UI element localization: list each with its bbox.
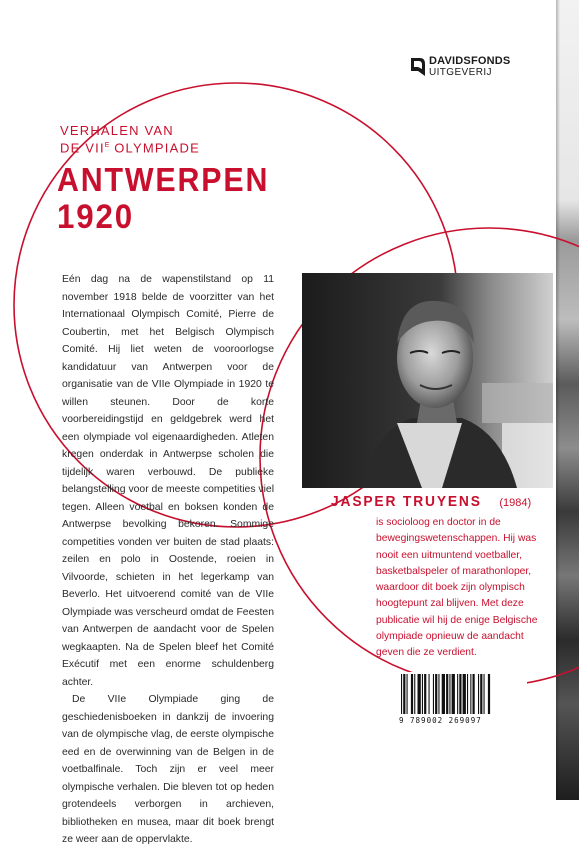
kicker-line-2-pre: DE VII (60, 140, 105, 156)
kicker-superscript: E (104, 142, 110, 149)
publisher-name: DAVIDSFONDS (429, 55, 511, 67)
series-kicker (60, 123, 200, 155)
book-title-line-2: 1920 (57, 198, 134, 236)
book-title-line-1: ANTWERPEN (57, 161, 270, 198)
bio-line: basketbalspeler of marathonloper, (376, 565, 532, 577)
author-portrait-image (302, 273, 553, 488)
bio-line: nooit een uitmuntend voetballer, (376, 549, 522, 561)
publisher-logo (410, 55, 520, 81)
author-heading (331, 493, 531, 511)
barcode-bars (397, 672, 527, 716)
author-photo (302, 273, 553, 488)
bio-line: hoogtepunt zal blijven. Met deze (376, 598, 524, 610)
kicker-line-2-post: OLYMPIADE (109, 140, 200, 156)
bio-line: is socioloog en doctor in de (376, 517, 501, 528)
isbn-number: 9 789002 269097 (399, 716, 482, 725)
kicker-line-2 (60, 138, 200, 155)
author-birth-year: (1984) (499, 497, 532, 509)
bio-line: bewegingswetenschappen. Hij was (376, 533, 537, 545)
author-name: JASPER TRUYENS (331, 493, 482, 510)
cover-photo-strip (556, 0, 579, 800)
publisher-logo-mark-icon (410, 57, 426, 77)
bio-line: geven die ze verdient. (376, 647, 477, 659)
kicker-line-1: VERHALEN VAN (60, 123, 174, 138)
publisher-subname: UITGEVERIJ (429, 67, 492, 78)
blurb-paragraph-2: De VIIe Olympiade ging de geschiedenisboeken in dankzij de invoering van de olympische vlag, de eerste olympische eed en de overwinning van de Belgen in de voetbalfinale. Toch zijn er veel meer olympische verhalen. Die bleven tot op heden grotendeels verborgen in archieven, bibliotheken en musea, maar dit boek brengt ze weer aan de oppervlakte. (62, 694, 274, 845)
author-bio (376, 515, 566, 662)
bio-line: waardoor dit boek zijn olympisch (376, 582, 525, 594)
isbn-barcode (397, 672, 527, 729)
bio-line: publicatie wil hij de enige Belgische (376, 614, 538, 626)
blurb-paragraph-1: Eén dag na de wapenstilstand op 11 november 1918 belde de voorzitter van het Internationaal Olympisch Comité, Pierre de Coubertin, met het Belgisch Olympisch Comité. Hij liet weten de vooroorlogse kandidatuur van Antwerpen voor de organisatie van de VIIe Olympiade in 1920 te willen steunen. Door de korte voorbereidingstijd en geldgebrek werd het een olympiade vol eigenaardigheden. Atleten kregen onderdak in Antwerpse scholen die tijdelijk waren verbouwd. De publieke belangstelling voor de meeste competities viel tegen. Alleen voetbal en boksen konden de Antwerpse bevolking bekoren. Sommige competities vonden ver buiten de stad plaats: zeilen en polo in Oostende, roeien in Vilvoorde, schieten in het legerkamp van Beverlo. Het uitvoerend comité van de VIIe Olympiade was verscheurd omdat de Feesten van Antwerpen de aandacht voor de Spelen wegkaapten. Na de Spelen bleef het Comité Exécutif met een enorme schuldenberg achter. (62, 274, 274, 688)
blurb-text (62, 271, 274, 849)
bio-line: olympiade opnieuw de aandacht (376, 631, 524, 643)
